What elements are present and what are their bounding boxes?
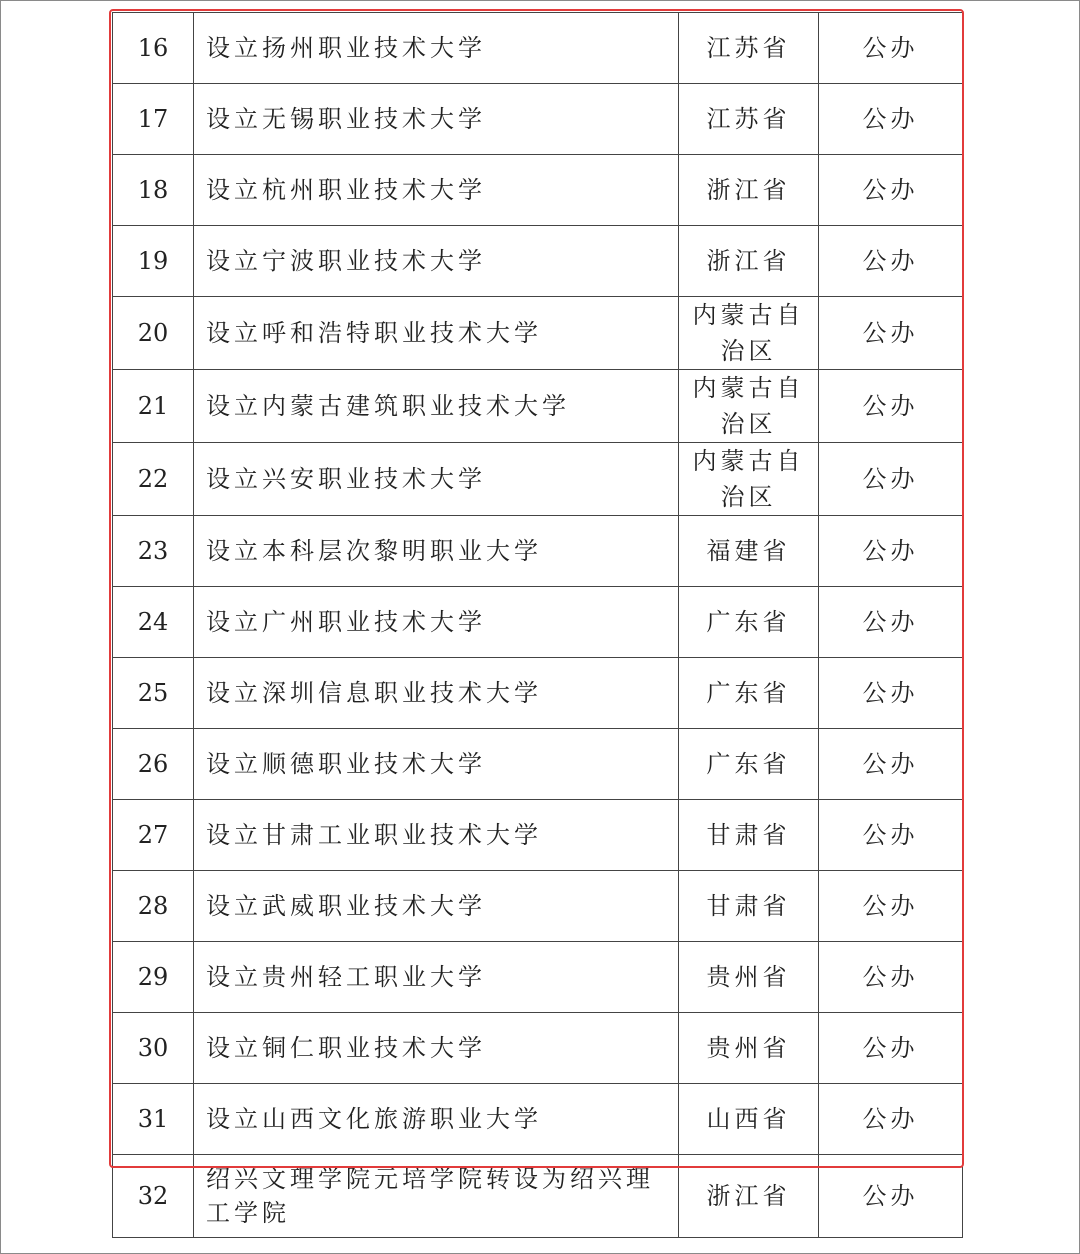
row-number: 16: [113, 13, 194, 84]
province-text: 内蒙古自治区: [692, 374, 805, 438]
province: [679, 443, 819, 516]
item-name: 设立宁波职业技术大学: [194, 226, 679, 297]
ownership-type: 公办: [819, 658, 963, 729]
ownership-type: 公办: [819, 800, 963, 871]
ownership-type: 公办: [819, 297, 963, 370]
row-number: 22: [113, 443, 194, 516]
province: 贵州省: [679, 942, 819, 1013]
province: 甘肃省: [679, 871, 819, 942]
ownership-type: 公办: [819, 1084, 963, 1155]
item-name: 设立深圳信息职业技术大学: [194, 658, 679, 729]
row-number: 20: [113, 297, 194, 370]
item-name: 设立甘肃工业职业技术大学: [194, 800, 679, 871]
item-name: 设立铜仁职业技术大学: [194, 1013, 679, 1084]
ownership-type: 公办: [819, 13, 963, 84]
ownership-type: 公办: [819, 84, 963, 155]
ownership-type: 公办: [819, 1013, 963, 1084]
province: 江苏省: [679, 84, 819, 155]
province: 福建省: [679, 516, 819, 587]
item-name: 设立山西文化旅游职业大学: [194, 1084, 679, 1155]
ownership-type: 公办: [819, 443, 963, 516]
university-table: [112, 12, 963, 1238]
province: [679, 297, 819, 370]
row-number: 32: [113, 1155, 194, 1238]
table-row: [113, 1013, 963, 1084]
province: 甘肃省: [679, 800, 819, 871]
table-row: [113, 297, 963, 370]
row-number: 28: [113, 871, 194, 942]
table-row: [113, 871, 963, 942]
item-name-text: 绍兴文理学院元培学院转设为绍兴理工学院: [206, 1165, 654, 1227]
table-row: [113, 729, 963, 800]
ownership-type: 公办: [819, 370, 963, 443]
row-number: 29: [113, 942, 194, 1013]
table-row: [113, 1084, 963, 1155]
item-name: 设立顺德职业技术大学: [194, 729, 679, 800]
row-number: 30: [113, 1013, 194, 1084]
table-row: [113, 516, 963, 587]
item-name: 设立无锡职业技术大学: [194, 84, 679, 155]
item-name: 设立本科层次黎明职业大学: [194, 516, 679, 587]
row-number: 18: [113, 155, 194, 226]
item-name: 设立内蒙古建筑职业技术大学: [194, 370, 679, 443]
table-row: [113, 443, 963, 516]
province: 贵州省: [679, 1013, 819, 1084]
ownership-type: 公办: [819, 942, 963, 1013]
province: 广东省: [679, 658, 819, 729]
item-name: 设立广州职业技术大学: [194, 587, 679, 658]
row-number: 19: [113, 226, 194, 297]
row-number: 27: [113, 800, 194, 871]
table-row: [113, 658, 963, 729]
ownership-type: 公办: [819, 155, 963, 226]
ownership-type: 公办: [819, 226, 963, 297]
province-text: 内蒙古自治区: [692, 301, 805, 365]
row-number: 21: [113, 370, 194, 443]
province: 山西省: [679, 1084, 819, 1155]
row-number: 26: [113, 729, 194, 800]
item-name: 设立兴安职业技术大学: [194, 443, 679, 516]
table-row: [113, 587, 963, 658]
ownership-type: 公办: [819, 1155, 963, 1238]
table-row: [113, 370, 963, 443]
row-number: 25: [113, 658, 194, 729]
table-row: [113, 942, 963, 1013]
row-number: 31: [113, 1084, 194, 1155]
ownership-type: 公办: [819, 729, 963, 800]
province: 江苏省: [679, 13, 819, 84]
ownership-type: 公办: [819, 587, 963, 658]
province: [679, 370, 819, 443]
table-row: [113, 155, 963, 226]
table-row: [113, 13, 963, 84]
ownership-type: 公办: [819, 871, 963, 942]
row-number: 17: [113, 84, 194, 155]
province: 浙江省: [679, 226, 819, 297]
table-row: [113, 1155, 963, 1238]
ownership-type: 公办: [819, 516, 963, 587]
province: 浙江省: [679, 155, 819, 226]
item-name: 设立扬州职业技术大学: [194, 13, 679, 84]
province: 广东省: [679, 587, 819, 658]
province-text: 内蒙古自治区: [692, 447, 805, 511]
table-row: [113, 84, 963, 155]
item-name: 设立贵州轻工职业大学: [194, 942, 679, 1013]
item-name: 设立呼和浩特职业技术大学: [194, 297, 679, 370]
row-number: 24: [113, 587, 194, 658]
province: 浙江省: [679, 1155, 819, 1238]
item-name: [194, 1155, 679, 1238]
item-name: 设立杭州职业技术大学: [194, 155, 679, 226]
province: 广东省: [679, 729, 819, 800]
table-row: [113, 226, 963, 297]
row-number: 23: [113, 516, 194, 587]
item-name: 设立武威职业技术大学: [194, 871, 679, 942]
table-row: [113, 800, 963, 871]
